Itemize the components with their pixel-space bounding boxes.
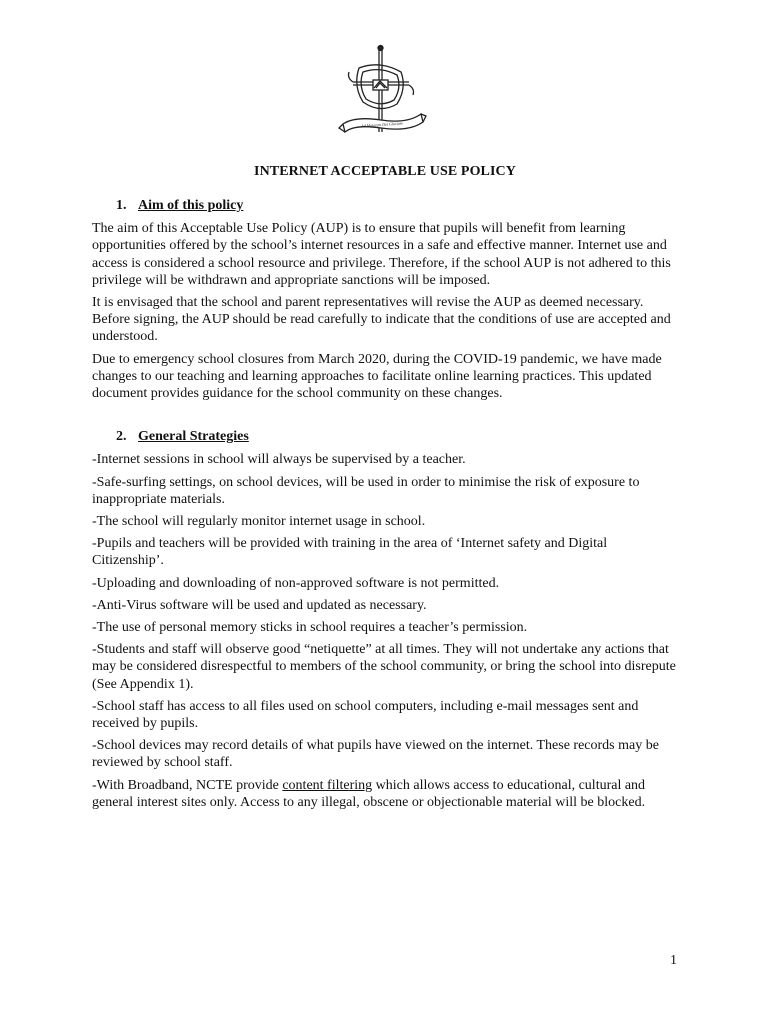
section-number: 1. — [116, 198, 127, 213]
section-number: 2. — [116, 429, 127, 445]
strategy-item: -The use of personal memory sticks in school requires a teacher’s permission. — [92, 620, 528, 636]
strategy-item: -The school will regularly monitor internet usage in school. — [92, 514, 426, 530]
document-body — [92, 197, 682, 816]
strategy-item-filtering — [92, 777, 682, 811]
section-title: General Strategies — [138, 429, 249, 445]
strategy-item: -Pupils and teachers will be provided with training in the area of ‘Internet safety and Digital Citizenship’. — [92, 536, 608, 569]
paragraph: The aim of this Acceptable Use Policy (AUP) is to ensure that pupils will benefit from learning opportunities offered by the school’s internet resources in a safe and effective manner. Internet use and access is considered a school resource and privilege. Therefore, if the school AUP is not adhered to this privilege will be withdrawn and appropriate sanctions will be imposed. — [92, 221, 671, 288]
text-fragment: which allows access to educational, cultural and general interest sites only. Access to any illegal, obscene or objectionable material will be blocked. — [92, 777, 646, 810]
strategy-item: -School staff has access to all files used on school computers, including e-mail messages sent and received by pupils. — [92, 698, 639, 732]
paragraph: Due to emergency school closures from March 2020, during the COVID-19 pandemic, we have made changes to our teaching and learning approaches to facilitate online learning practices. This updated document provides guidance for the school community on these changes. — [92, 351, 662, 402]
page-number: 1 — [670, 953, 677, 968]
strategy-item: -School devices may record details of what pupils have viewed on the internet. These records may be reviewed by school staff. — [92, 738, 659, 771]
document-title: INTERNET ACCEPTABLE USE POLICY — [254, 164, 516, 179]
strategy-item: -Internet sessions in school will always be supervised by a teacher. — [92, 452, 466, 468]
section-title: Aim of this policy — [138, 198, 244, 213]
section-heading-aim — [92, 197, 682, 214]
strategy-item: -Safe-surfing settings, on school devices, will be used in order to minimise the risk of exposure to inappropriate materials. — [92, 474, 640, 507]
strategy-item: -Uploading and downloading of non-approved software is not permitted. — [92, 575, 500, 591]
crest-motto: Ad Majorem Dei Gloriam — [361, 120, 403, 129]
section-heading-strategies — [92, 428, 682, 445]
strategy-item: -Students and staff will observe good “netiquette” at all times. They will not undertake any actions that may be considered disrespectful to members of the school community, or bring the school into disrepute (See Appendix 1). — [92, 642, 676, 692]
content-filtering-link[interactable]: content filtering — [282, 777, 373, 793]
section-spacer — [92, 407, 682, 428]
school-crest-logo — [335, 42, 429, 146]
paragraph: It is envisaged that the school and parent representatives will revise the AUP as deemed necessary. Before signing, the AUP should be read carefully to indicate that the conditions of use are accepted and understood. — [92, 295, 671, 345]
text-fragment: -With Broadband, NCTE provide — [92, 777, 283, 793]
strategy-item: -Anti-Virus software will be used and updated as necessary. — [92, 597, 427, 613]
